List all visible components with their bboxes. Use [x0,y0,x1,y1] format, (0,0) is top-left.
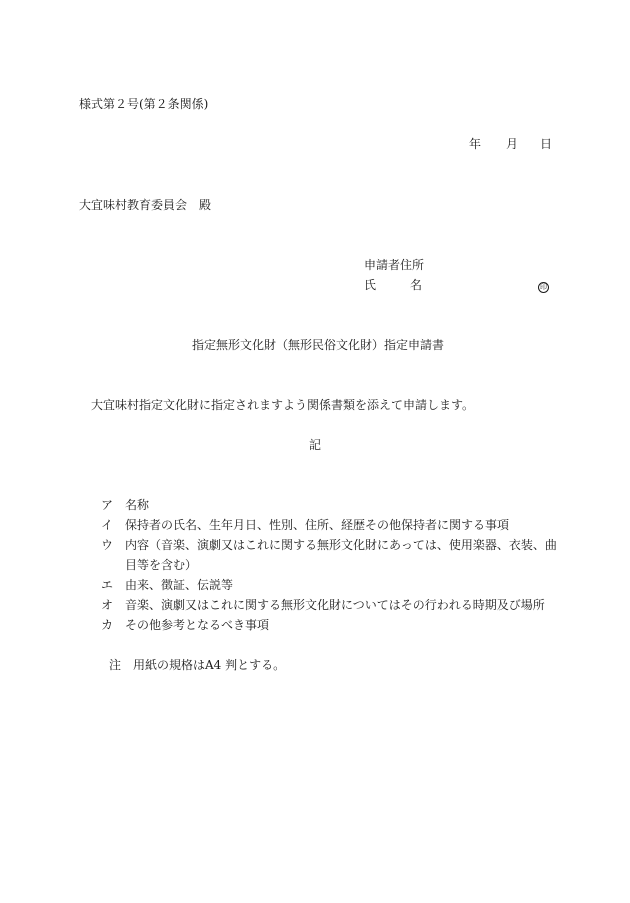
item-mark: ウ [101,538,114,552]
body-text: 大宜味村指定文化財に指定されますよう関係書類を添えて申請します。 [91,398,475,412]
item-mark: オ [101,598,114,612]
item-text: 由来、徴証、伝説等 [125,578,234,592]
item-text-continued: 目等を含む） [125,558,198,572]
seal-mark [538,279,549,293]
applicant-name-label-2: 名 [410,278,423,292]
item-mark: イ [101,518,114,532]
seal-icon: 印 [540,283,547,291]
item-text: 音楽、演劇又はこれに関する無形文化財についてはその行われる時期及び場所 [125,598,545,612]
footnote: 注 用紙の規格はA4 判とする。 [109,658,286,672]
recipient: 大宜味村教育委員会 殿 [79,198,212,212]
item-text: その他参考となるべき事項 [125,618,270,632]
form-number: 様式第２号(第２条関係) [79,97,209,111]
item-mark: エ [101,578,114,592]
item-text: 内容（音楽、演劇又はこれに関する無形文化財にあっては、使用楽器、衣装、曲 [125,538,557,552]
item-mark: ア [101,498,114,512]
date-year-label: 年 [469,137,482,151]
item-text: 保持者の氏名、生年月日、性別、住所、経歴その他保持者に関する事項 [125,518,510,532]
document-title: 指定無形文化財（無形民俗文化財）指定申請書 [192,338,445,352]
item-mark: カ [101,618,114,632]
applicant-address-label: 申請者住所 [364,258,425,272]
item-text: 名称 [125,498,150,512]
applicant-name-label-1: 氏 [364,278,377,292]
ki-heading: 記 [309,438,322,452]
date-day-label: 日 [540,137,553,151]
date-month-label: 月 [506,137,519,151]
